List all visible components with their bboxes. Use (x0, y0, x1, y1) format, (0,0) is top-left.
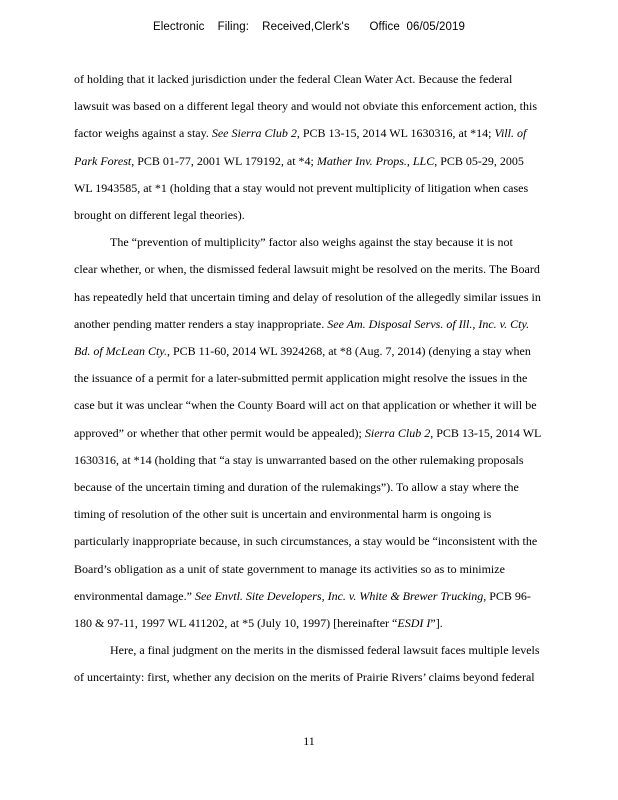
text-segment: Board’s obligation as a unit of state government to manage its activities so as to minimize (74, 561, 505, 576)
citation-italic: Mather Inv. Props., LLC (316, 153, 435, 168)
text-segment: because of the uncertain timing and duration of the rulemakings”). To allow a stay where the (74, 480, 519, 494)
text-segment: environmental damage.” (74, 588, 195, 603)
citation-italic: Park Forest (74, 153, 132, 168)
text-line (74, 589, 600, 603)
text-line (74, 426, 600, 440)
text-line (74, 534, 600, 548)
text-segment: particularly inappropriate because, in such circumstances, a stay would be “inconsistent with the (74, 534, 538, 549)
text-segment: approved” or whether that other permit would be appealed); (74, 425, 365, 440)
text-line (74, 317, 600, 331)
text-segment: case but it was unclear “when the County Board will act on that application or whether it will be (74, 398, 537, 413)
text-line (74, 262, 600, 276)
citation-italic: Vill. of (494, 126, 527, 141)
text-line (74, 480, 600, 494)
text-segment: brought on different legal theories). (74, 208, 245, 222)
text-line (110, 235, 600, 249)
text-line (74, 371, 600, 385)
text-segment: ”]. (430, 616, 443, 630)
citation-italic: Bd. of McLean Cty. (74, 344, 167, 358)
text-line (74, 181, 600, 195)
text-segment: , PCB 13-15, 2014 WL 1630316, at *14; (296, 126, 495, 141)
text-segment: 180 & 97-11, 1997 WL 411202, at *5 (July 10, 1997) [hereinafter “ (74, 616, 398, 630)
citation-italic: Sierra Club 2 (364, 425, 431, 440)
text-segment: , PCB 05-29, 2005 (434, 153, 524, 168)
citation-italic: See Am. Disposal Servs. of Ill., Inc. v. Cty. (327, 316, 530, 331)
text-segment: has repeatedly held that uncertain timing and delay of resolution of the allegedly similar issues in (74, 289, 541, 304)
citation-italic: ESDI I (397, 616, 431, 630)
filing-stamp-text: Electronic Filing: Received,Clerk's Office 06/05/2019 (152, 21, 466, 33)
text-segment: , PCB 01-77, 2001 WL 179192, at *4; (131, 153, 317, 168)
text-segment: The “prevention of multiplicity” factor also weighs against the stay because it is not (110, 235, 513, 250)
text-segment: clear whether, or when, the dismissed federal lawsuit might be resolved on the merits. The Board (74, 262, 540, 277)
text-line (74, 99, 600, 113)
citation-italic: See Sierra Club 2 (211, 126, 297, 141)
text-line (110, 643, 600, 657)
text-segment: WL 1943585, at *1 (holding that a stay would not prevent multiplicity of litigation when cases (74, 180, 529, 195)
text-line (74, 72, 600, 86)
text-segment: factor weighs against a stay. (74, 126, 212, 141)
text-segment: of uncertainty: first, whether any decision on the merits of Prairie Rivers’ claims beyond federal (74, 670, 535, 685)
text-line (74, 507, 600, 521)
text-segment: , PCB 13-15, 2014 WL (430, 425, 542, 440)
text-segment: timing of resolution of the other suit is uncertain and environmental harm is ongoing is (74, 507, 492, 522)
text-segment: another pending matter renders a stay inappropriate. (74, 316, 328, 331)
text-line (74, 453, 600, 467)
text-line (74, 344, 600, 358)
text-segment: lawsuit was based on a different legal theory and would not obviate this enforcement action, this (74, 99, 537, 114)
text-segment: Here, a final judgment on the merits in the dismissed federal lawsuit faces multiple levels (110, 643, 540, 658)
page-number: 11 (303, 734, 315, 748)
text-line (74, 208, 600, 222)
text-line (74, 154, 600, 168)
text-line (74, 616, 600, 630)
text-segment: the issuance of a permit for a later-submitted permit application might resolve the issues in the (74, 371, 528, 386)
text-line (74, 562, 600, 576)
citation-italic: See Envtl. Site Developers, Inc. v. White & Brewer Trucking (194, 588, 484, 603)
text-line (74, 290, 600, 304)
text-segment: , PCB 11-60, 2014 WL 3924268, at *8 (Aug. 7, 2014) (denying a stay when (167, 344, 531, 358)
electronic-filing-stamp (0, 21, 618, 33)
text-line (74, 398, 600, 412)
text-line (74, 670, 600, 684)
text-segment: , PCB 96- (483, 588, 531, 603)
text-line (74, 126, 600, 140)
text-segment: 1630316, at *14 (holding that “a stay is unwarranted based on the other rulemaking proposals (74, 452, 524, 467)
text-segment: of holding that it lacked jurisdiction under the federal Clean Water Act. Because the federal (74, 72, 513, 86)
